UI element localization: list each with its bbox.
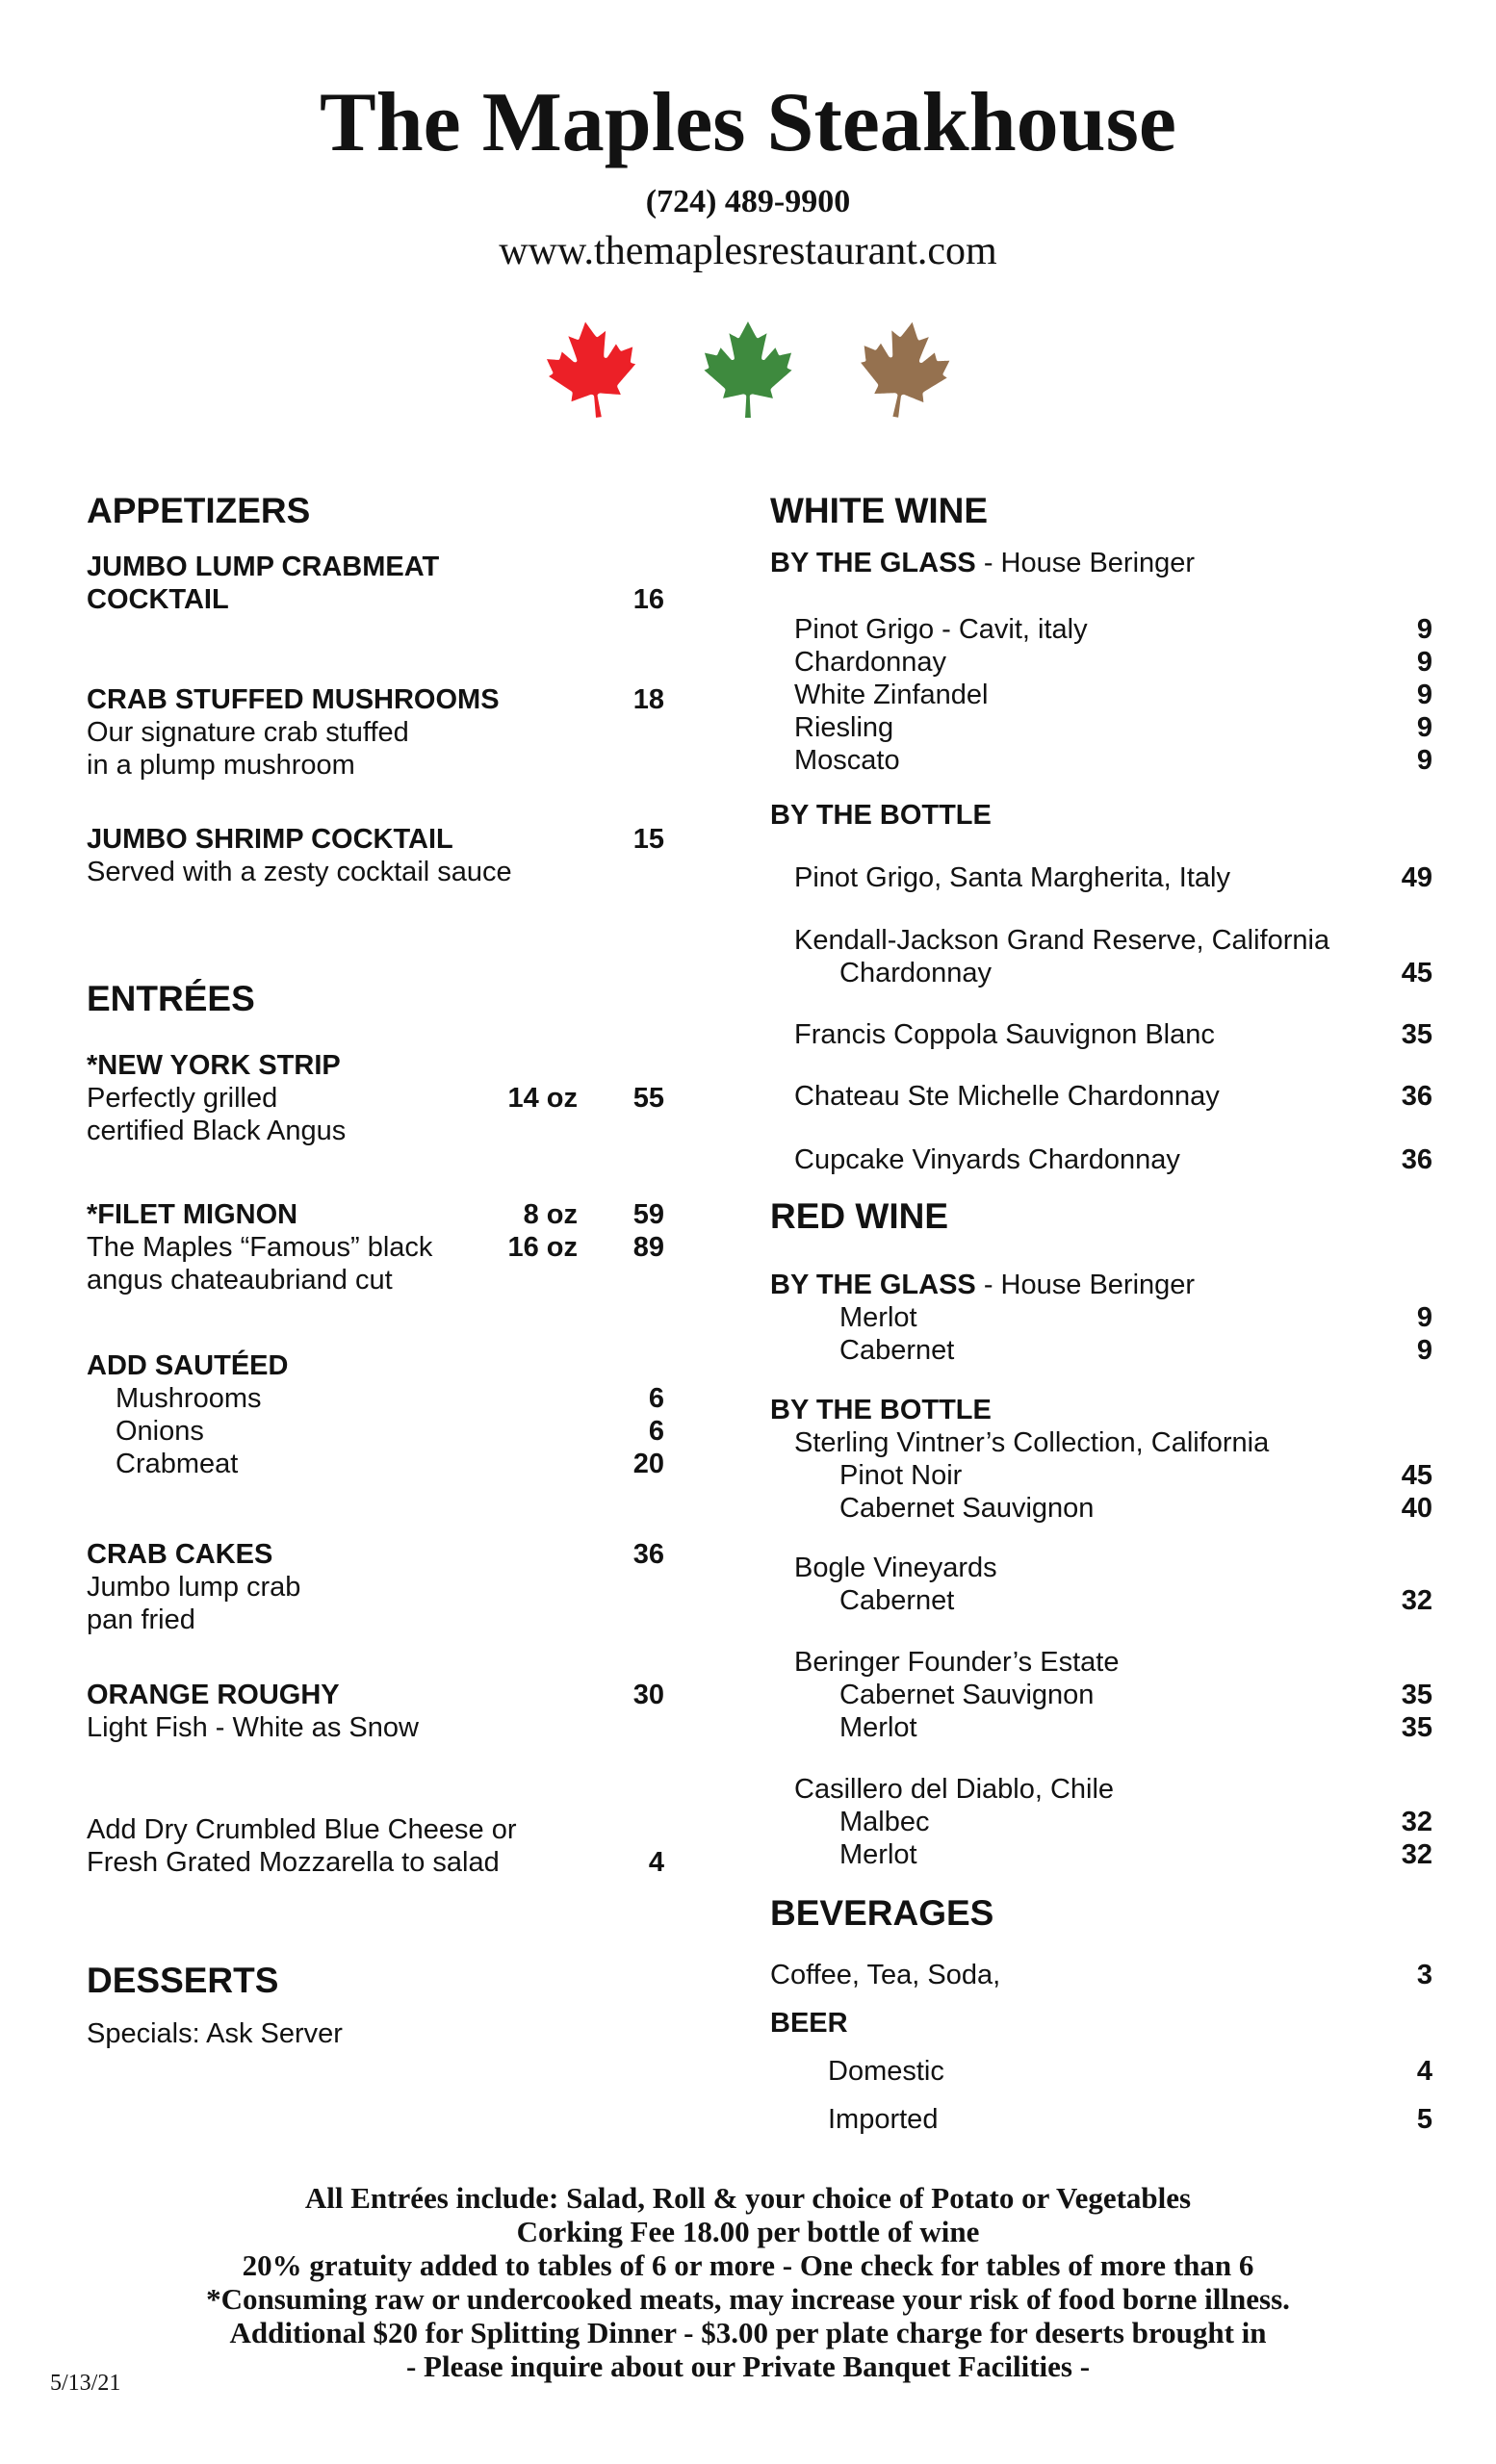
menu-item-description: Light Fish - White as Snow [87,1712,419,1743]
menu-item-price: 55 [632,1083,664,1114]
beer-name: Domestic [828,2056,944,2087]
wine-item-row [770,1143,1432,1176]
wine-producer: Beringer Founder’s Estate [794,1647,1120,1678]
wine-item-row [770,924,1432,957]
wine-name: Cupcake Vinyards Chardonnay [794,1144,1180,1175]
menu-item-description: Jumbo lump crab [87,1572,301,1603]
section-heading-desserts: DESSERTS [87,1961,279,2000]
menu-item-description: angus chateaubriand cut [87,1265,393,1296]
wine-item-row [770,1773,1432,1806]
salad-addon-note: Add Dry Crumbled Blue Cheese or [87,1814,517,1845]
footer-note: *Consuming raw or undercooked meats, may increase your risk of food borne illness. [206,2282,1290,2316]
wine-price: 9 [1416,1302,1432,1333]
wine-item-row [770,1552,1432,1584]
wine-producer: Casillero del Diablo, Chile [794,1774,1115,1805]
menu-item-description: Served with a zesty cocktail sauce [87,857,512,887]
wine-price: 9 [1416,712,1432,743]
subsection-heading-beer: BEER [770,2008,848,2039]
restaurant-title: The Maples Steakhouse [320,76,1176,169]
wine-price: 36 [1401,1081,1432,1112]
menu-item-row [87,1049,664,1082]
footer-note: Corking Fee 18.00 per bottle of wine [516,2215,980,2248]
wine-price: 40 [1401,1493,1432,1524]
wine-name: Pinot Noir [839,1460,963,1491]
menu-item-row [87,1231,664,1264]
beverage-price: 3 [1416,1960,1432,1990]
beverage-name: Coffee, Tea, Soda, [770,1960,1001,1990]
wine-item-row [770,1334,1432,1367]
wine-name: Merlot [839,1712,917,1743]
green-maple-leaf-icon [700,318,796,422]
footer-note: Additional $20 for Splitting Dinner - $3.00 per plate charge for deserts brought in [229,2316,1267,2349]
menu-item-size: 16 oz [507,1232,578,1263]
menu-item-price: 15 [632,824,664,855]
menu-item-name: COCKTAIL [87,584,229,615]
menu-item-price: 4 [648,1847,664,1878]
menu-item-size: 14 oz [507,1083,578,1114]
menu-footer-notes [0,2181,1496,2383]
wine-item-row [770,1646,1432,1679]
footer-note: - Please inquire about our Private Banquet Facilities - [405,2349,1091,2383]
menu-header [0,77,1496,422]
wine-item-row [770,646,1432,679]
section-heading-appetizers: APPETIZERS [87,491,311,530]
wine-price: 35 [1401,1019,1432,1050]
menu-item-name: JUMBO LUMP CRABMEAT [87,552,440,582]
wine-price: 9 [1416,745,1432,776]
menu-item-name: *FILET MIGNON [87,1199,298,1230]
wine-price: 45 [1401,958,1432,988]
footer-note: 20% gratuity added to tables of 6 or more - One check for tables of more than 6 [242,2248,1254,2282]
menu-item-name: CRAB STUFFED MUSHROOMS [87,684,500,715]
menu-item-name: Onions [116,1416,204,1447]
website-url: www.themaplesrestaurant.com [499,229,997,273]
wine-name: Merlot [839,1839,917,1870]
subsection-heading-add-sauteed: ADD SAUTÉED [87,1350,289,1381]
menu-item-description: Our signature crab stuffed [87,717,409,748]
menu-item-row [87,1538,664,1571]
wine-item-row [770,1679,1432,1711]
menu-item-row [87,551,664,583]
section-heading-white-wine: WHITE WINE [770,491,989,530]
menu-item-row [87,823,664,856]
wine-name: White Zinfandel [794,680,989,710]
wine-item-row [770,1584,1432,1617]
menu-item-name: Mushrooms [116,1383,262,1414]
left-column [87,476,664,2050]
menu-item-price: 16 [632,584,664,615]
beer-item-row [770,2055,1432,2088]
menu-item-description: pan fried [87,1604,195,1635]
wine-price: 49 [1401,862,1432,893]
menu-item-price: 89 [632,1232,664,1263]
wine-price: 9 [1416,614,1432,645]
wine-producer: Sterling Vintner’s Collection, California [794,1427,1270,1458]
wine-item-row [770,744,1432,777]
wine-price: 32 [1401,1839,1432,1870]
menu-item-name: JUMBO SHRIMP COCKTAIL [87,824,453,855]
beer-price: 5 [1416,2104,1432,2135]
wine-item-row [770,1018,1432,1051]
menu-item-size: 8 oz [523,1199,578,1230]
menu-item-name: *NEW YORK STRIP [87,1050,341,1081]
menu-item-row [87,1448,664,1480]
subsection-heading-by-the-glass: BY THE GLASS - House Beringer [770,1270,1196,1300]
right-column [770,476,1432,2136]
wine-price: 35 [1401,1712,1432,1743]
wine-name: Cabernet Sauvignon [839,1680,1095,1710]
wine-price: 32 [1401,1585,1432,1616]
beverage-item-row [770,1959,1432,1991]
wine-item-row [770,711,1432,744]
beer-price: 4 [1416,2056,1432,2087]
wine-item-row [770,861,1432,894]
menu-item-price: 20 [632,1449,664,1479]
house-wine-note: - House Beringer [975,1270,1196,1300]
section-heading-beverages: BEVERAGES [770,1893,994,1933]
menu-item-row [87,1415,664,1448]
red-maple-leaf-icon [537,312,647,428]
subsection-heading-by-the-glass: BY THE GLASS - House Beringer [770,548,1196,578]
menu-item-price: 36 [632,1539,664,1570]
wine-name: Chardonnay [794,647,946,678]
menu-item-row [87,683,664,716]
wine-item-row [770,1080,1432,1113]
brown-maple-leaf-icon [847,310,960,429]
wine-item-row [770,613,1432,646]
phone-number: (724) 489-9900 [645,184,851,219]
wine-name: Pinot Grigo - Cavit, italy [794,614,1088,645]
salad-addon-note: Fresh Grated Mozzarella to salad 4 [87,1847,664,1878]
menu-item-description: certified Black Angus [87,1116,347,1146]
menu-revision-date: 5/13/21 [50,2371,121,2396]
wine-item-row [770,1459,1432,1492]
wine-item-row [770,1711,1432,1744]
beer-item-row [770,2103,1432,2136]
menu-item-price: 30 [632,1680,664,1710]
wine-price: 45 [1401,1460,1432,1491]
wine-item-row [770,1301,1432,1334]
wine-item-row [770,1492,1432,1525]
menu-item-row [87,1198,664,1231]
menu-item-description: in a plump mushroom [87,750,355,781]
menu-item-row [87,1082,664,1115]
wine-item-row [770,957,1432,989]
subsection-heading-by-the-bottle: BY THE BOTTLE [770,1395,992,1425]
menu-item-row [87,583,664,616]
menu-item-name: Crabmeat [116,1449,239,1479]
wine-name: Moscato [794,745,900,776]
menu-item-name: CRAB CAKES [87,1539,273,1570]
menu-item-name: ORANGE ROUGHY [87,1680,340,1710]
wine-price: 9 [1416,1335,1432,1366]
wine-name: Merlot [839,1302,917,1333]
desserts-note: Specials: Ask Server [87,2018,343,2049]
maple-leaves-logo [0,318,1496,422]
menu-item-price: 18 [632,684,664,715]
wine-name: Cabernet [839,1335,955,1366]
section-heading-red-wine: RED WINE [770,1196,948,1236]
wine-price: 36 [1401,1144,1432,1175]
menu-item-price: 6 [648,1383,664,1414]
wine-item-row [770,679,1432,711]
footer-note: All Entrées include: Salad, Roll & your choice of Potato or Vegetables [304,2181,1192,2215]
wine-item-row [770,1806,1432,1838]
wine-name: Riesling [794,712,894,743]
wine-name: Malbec [839,1807,930,1837]
house-wine-note: - House Beringer [975,548,1196,578]
section-heading-entrees: ENTRÉES [87,979,255,1018]
subsection-heading-by-the-bottle: BY THE BOTTLE [770,800,992,831]
menu-item-price: 59 [632,1199,664,1230]
wine-price: 9 [1416,647,1432,678]
wine-item-row [770,1838,1432,1871]
beer-name: Imported [828,2104,939,2135]
wine-name: Chardonnay [839,958,992,988]
menu-item-row [87,1382,664,1415]
wine-name: Chateau Ste Michelle Chardonnay [794,1081,1220,1112]
wine-name: Pinot Grigo, Santa Margherita, Italy [794,862,1230,893]
menu-item-description: The Maples “Famous” black [87,1232,433,1263]
wine-producer: Bogle Vineyards [794,1553,997,1583]
wine-price: 9 [1416,680,1432,710]
menu-item-price: 6 [648,1416,664,1447]
wine-item-row [770,1426,1432,1459]
wine-name: Francis Coppola Sauvignon Blanc [794,1019,1215,1050]
wine-price: 32 [1401,1807,1432,1837]
wine-name: Cabernet [839,1585,955,1616]
wine-price: 35 [1401,1680,1432,1710]
wine-name: Cabernet Sauvignon [839,1493,1095,1524]
menu-item-description: Perfectly grilled [87,1083,278,1114]
wine-producer: Kendall-Jackson Grand Reserve, California [794,925,1330,956]
menu-item-row [87,1679,664,1711]
